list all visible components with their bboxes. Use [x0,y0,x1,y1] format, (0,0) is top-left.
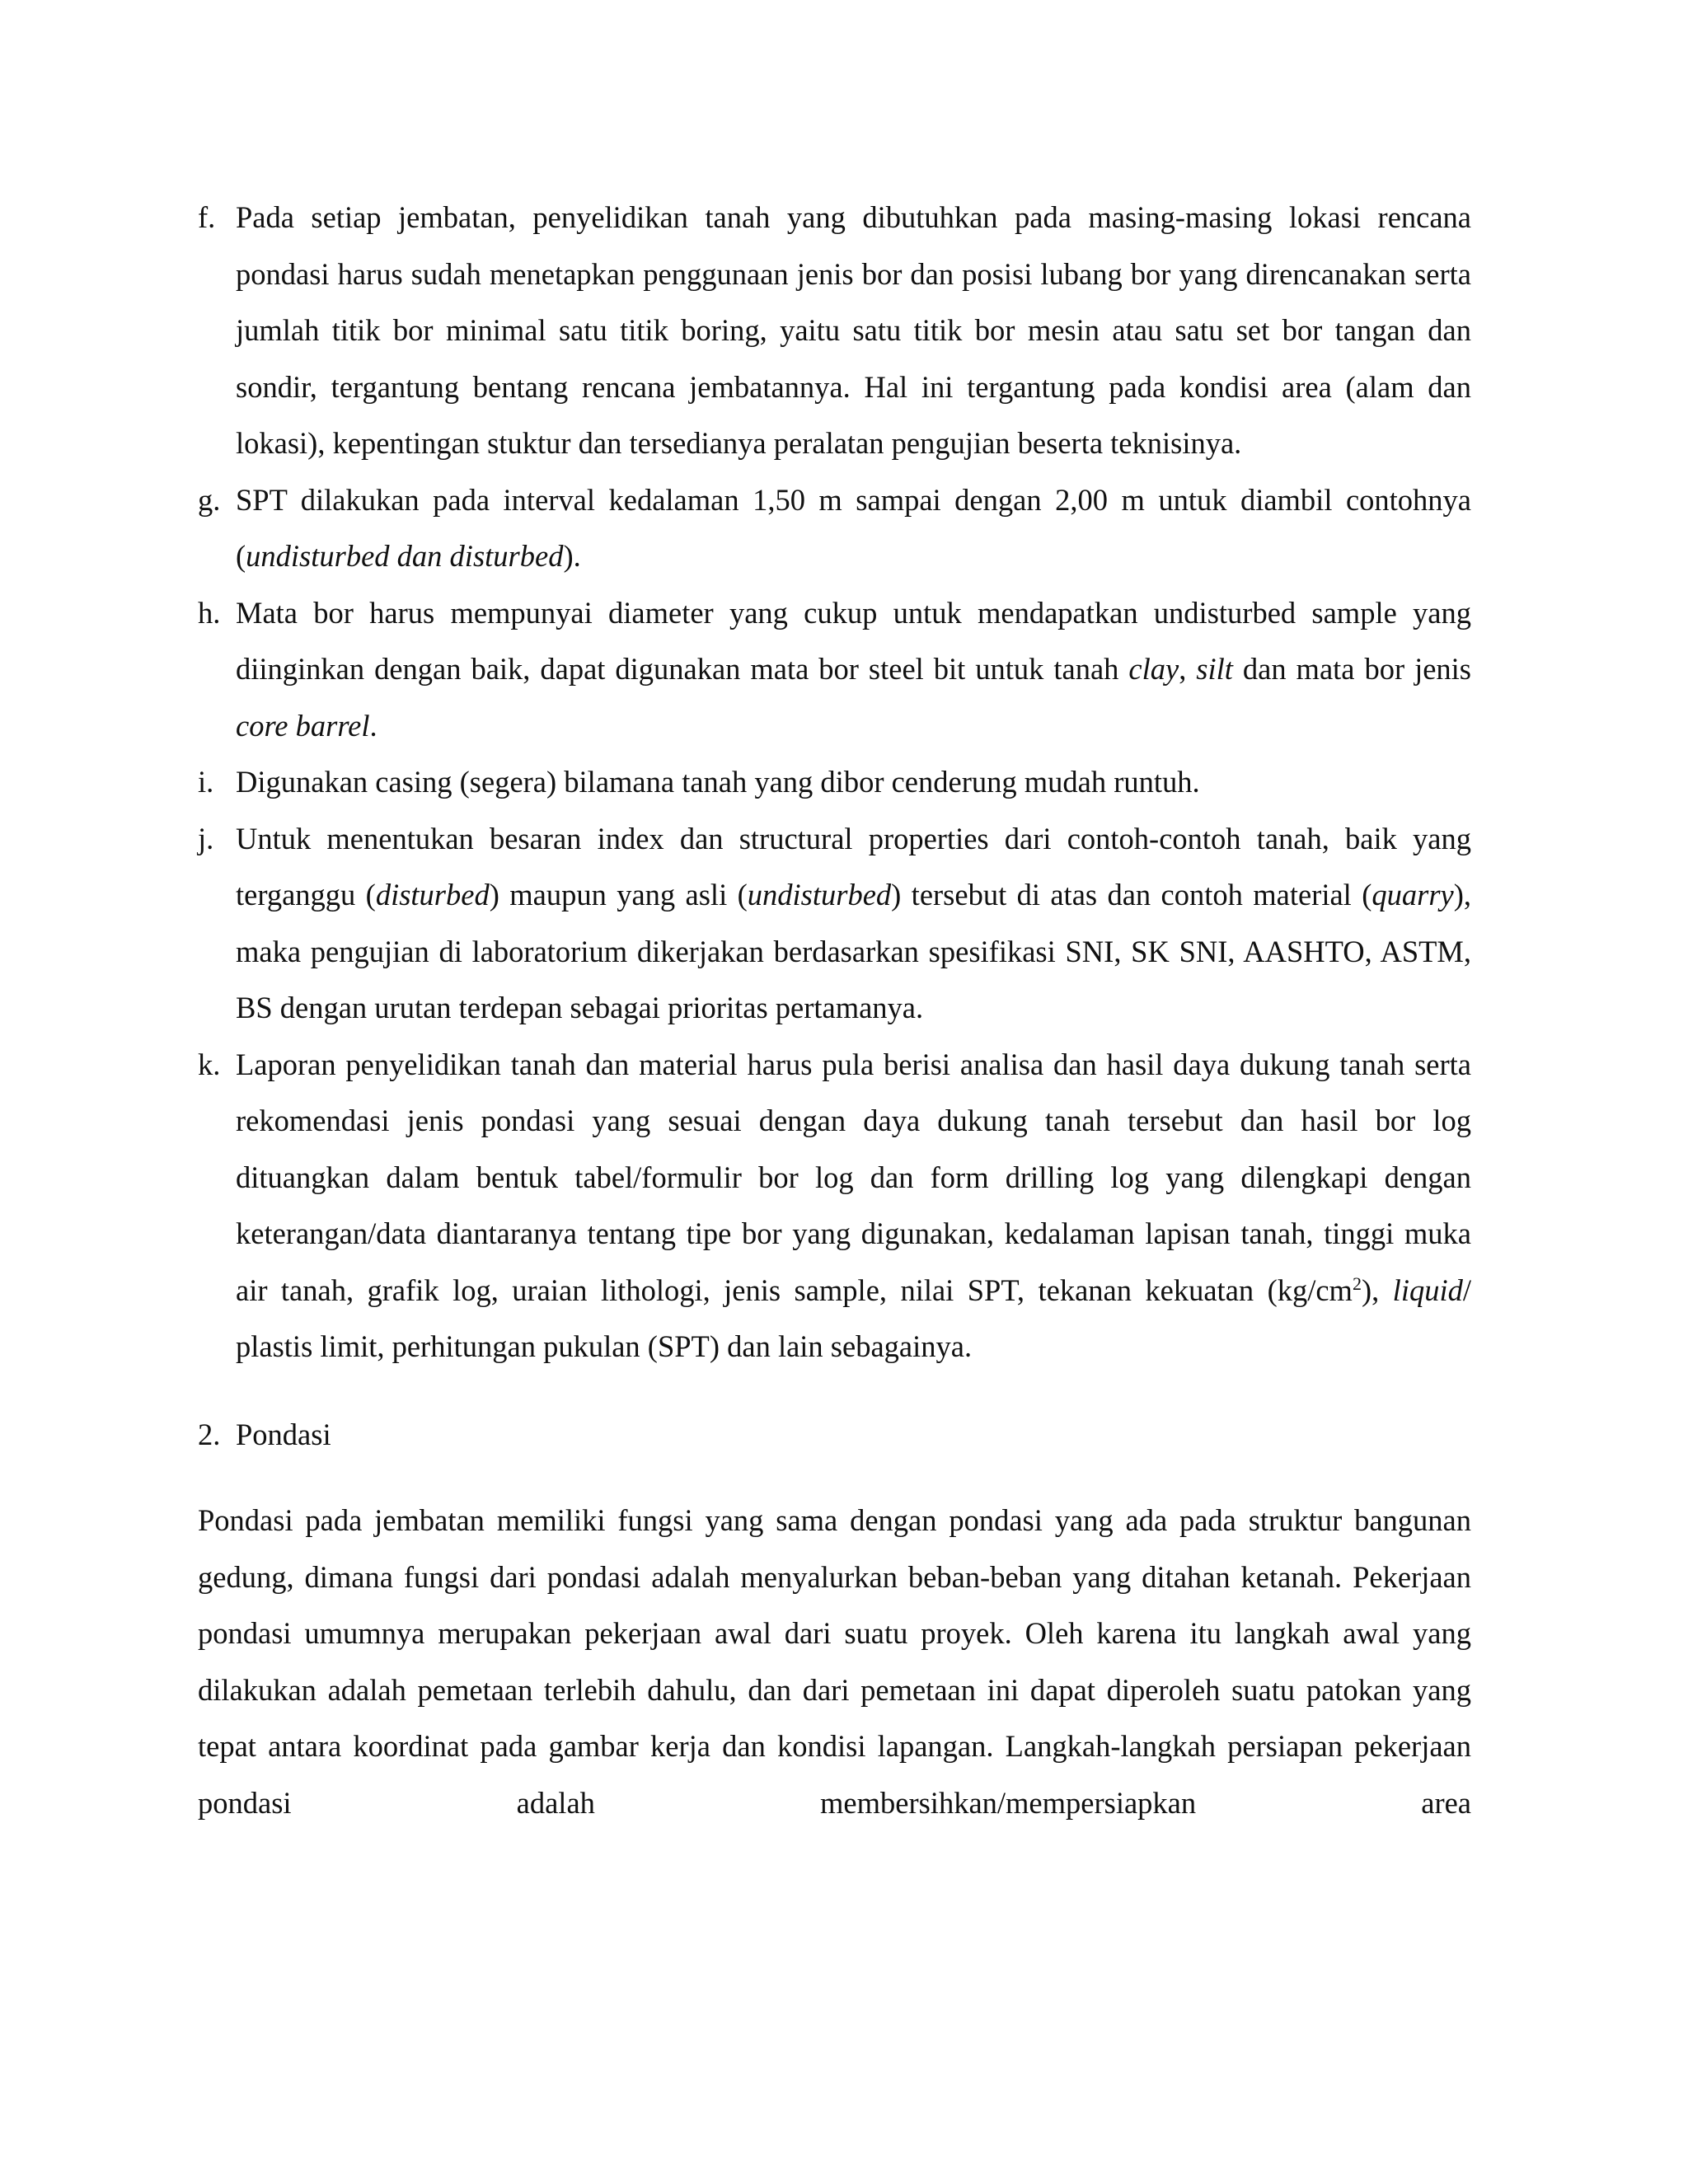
list-marker: f. [198,200,216,234]
list-item-text: Pada setiap jembatan, penyelidikan tanah yang dibutuhkan pada masing-masing lokasi rencana pondasi harus sudah menetapkan penggunaan jenis bor dan posisi lubang bor yang direncanakan serta jumlah titik bor minimal satu titik boring, yaitu satu titik bor mesin atau satu set bor tangan dan sondir, tergantung bentang rencana jembatannya. Hal ini tergantung pada kondisi area (alam dan lokasi), kepentingan stuktur dan tersedianya peralatan pengujian beserta teknisinya. [236,200,1471,460]
list-item-text: ), [1361,1272,1393,1307]
list-marker: k. [198,1047,221,1081]
list-item-i [198,754,1471,811]
list-item-text: dan mata bor jenis [1232,652,1472,686]
italic-term: clay [1128,652,1179,686]
list-item-h [198,585,1471,755]
list-item-k [198,1037,1471,1376]
list-item-text: , [1179,652,1197,686]
italic-term: silt [1196,652,1233,686]
italic-term: liquid [1392,1272,1463,1307]
italic-term: core barrel [236,708,370,743]
italic-term: undisturbed dan disturbed [246,539,564,573]
list-marker: g. [198,482,221,517]
list-marker: h. [198,595,221,630]
section-number: 2. [198,1417,221,1451]
italic-term: disturbed [375,878,490,912]
body-paragraph: Pondasi pada jembatan memiliki fungsi yang sama dengan pondasi yang ada pada struktur bangunan gedung, dimana fungsi dari pondasi adalah menyalurkan beban-beban yang ditahan ketanah. Pekerjaan pondasi umumnya merupakan pekerjaan awal dari suatu proyek. Oleh karena itu langkah awal yang dilakukan adalah pemetaan terlebih dahulu, dan dari pemetaan ini dapat diperoleh suatu patokan yang tepat antara koordinat pada gambar kerja dan kondisi lapangan. Langkah-langkah persiapan pekerjaan pondasi adalah membersihkan/mempersiapkan area [198,1503,1471,1820]
list-item-text: / plastis limit, perhitungan pukulan (SPT) dan lain sebagainya. [236,1272,1472,1363]
list-item-text: Untuk menentukan besaran index dan structural properties dari contoh-contoh tanah, baik yang terganggu ( [236,821,1471,912]
section-heading [198,1407,1471,1464]
document-page [198,190,1471,1831]
list-item-text: Mata bor harus mempunyai diameter yang cukup untuk mendapatkan undisturbed sample yang diinginkan dengan baik, dapat digunakan mata bor steel bit untuk tanah [236,595,1471,686]
list-item-text: ) maupun yang asli ( [489,878,748,912]
list-item-text: . [369,708,377,743]
list-item-g [198,472,1471,585]
italic-term: quarry [1372,878,1454,912]
list-item-text: ), maka pengujian di laboratorium dikerjakan berdasarkan spesifikasi SNI, SK SNI, AASHTO, ASTM, BS dengan urutan terdepan sebagai prioritas pertamanya. [236,878,1471,1024]
section-title: Pondasi [236,1417,331,1451]
list-marker: j. [198,821,214,855]
italic-term: undisturbed [747,878,892,912]
list-item-text: ). [563,539,581,573]
superscript: 2 [1352,1272,1362,1294]
list-item-j [198,811,1471,1037]
list-marker: i. [198,765,214,799]
list-item-text: Laporan penyelidikan tanah dan material harus pula berisi analisa dan hasil daya dukung tanah serta rekomendasi jenis pondasi yang sesuai dengan daya dukung tanah tersebut dan hasil bor log dituangkan dalam bentuk tabel/formulir bor log dan form drilling log yang dilengkapi dengan keterangan/data diantaranya tentang tipe bor yang digunakan, kedalaman lapisan tanah, tinggi muka air tanah, grafik log, uraian lithologi, jenis sample, nilai SPT, tekanan kekuatan (kg/cm [236,1047,1471,1307]
list-item-text: Digunakan casing (segera) bilamana tanah yang dibor cenderung mudah runtuh. [236,765,1200,799]
list-item-f [198,190,1471,472]
list-item-text: SPT dilakukan pada interval kedalaman 1,50 m sampai dengan 2,00 m untuk diambil contohnya ( [236,482,1471,573]
list-item-text: ) tersebut di atas dan contoh material ( [891,878,1372,912]
